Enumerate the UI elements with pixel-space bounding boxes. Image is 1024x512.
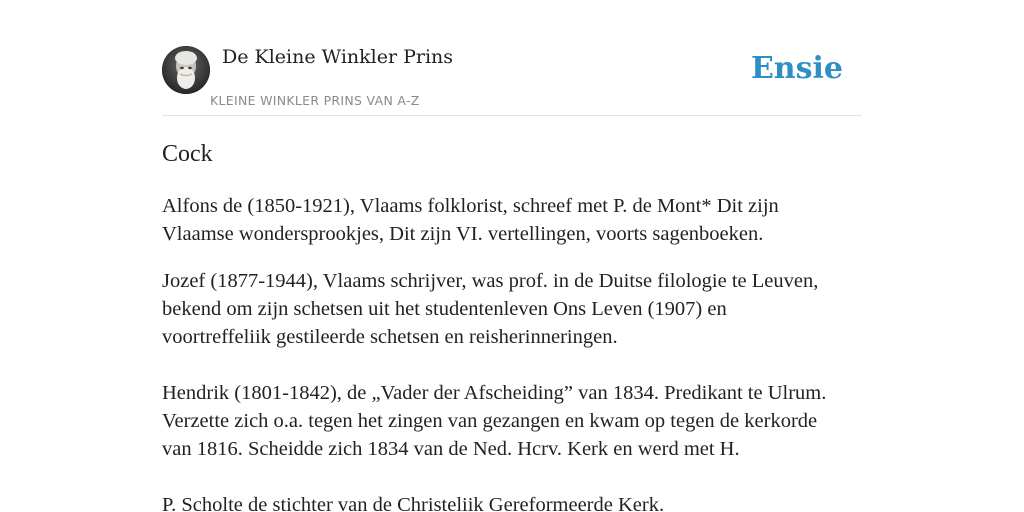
paragraph-line: P. Scholte de stichter van de Christeliik Gereformeerde Kerk. [162, 494, 665, 512]
source-subtitle[interactable]: KLEINE WINKLER PRINS VAN A-Z [210, 93, 420, 108]
header-divider [162, 115, 862, 116]
paragraph-line: bekend om zijn schetsen uit het studentenleven Ons Leven (1907) en [162, 298, 727, 320]
ensie-logo[interactable]: Ensie [750, 51, 843, 86]
source-header [162, 40, 862, 115]
paragraph-line: Alfons de (1850-1921), Vlaams folklorist, schreef met P. de Mont* Dit zijn [162, 195, 779, 217]
paragraph-line: Jozef (1877-1944), Vlaams schrijver, was prof. in de Duitse filologie te Leuven, [162, 270, 819, 292]
paragraph-line: van 1816. Scheidde zich 1834 van de Ned. Hcrv. Kerk en werd met H. [162, 438, 740, 460]
paragraph-line: voortreffeliik gestileerde schetsen en reisherinneringen. [162, 326, 618, 348]
source-avatar[interactable] [162, 46, 210, 94]
source-title[interactable]: De Kleine Winkler Prins [222, 46, 454, 68]
paragraph-scholte [162, 491, 862, 512]
article-content [162, 138, 862, 512]
paragraph-line: Vlaamse wondersprookjes, Dit zijn VI. vertellingen, voorts sagenboeken. [162, 223, 764, 245]
portrait-image [162, 46, 210, 94]
paragraph-line: Hendrik (1801-1842), de „Vader der Afscheiding” van 1834. Predikant te Ulrum. [162, 382, 827, 404]
paragraph-alfons [162, 192, 862, 248]
paragraph-jozef [162, 267, 862, 351]
paragraph-hendrik [162, 379, 862, 463]
entry-title: Cock [162, 141, 213, 167]
paragraph-line: Verzette zich o.a. tegen het zingen van gezangen en kwam op tegen de kerkorde [162, 410, 818, 432]
